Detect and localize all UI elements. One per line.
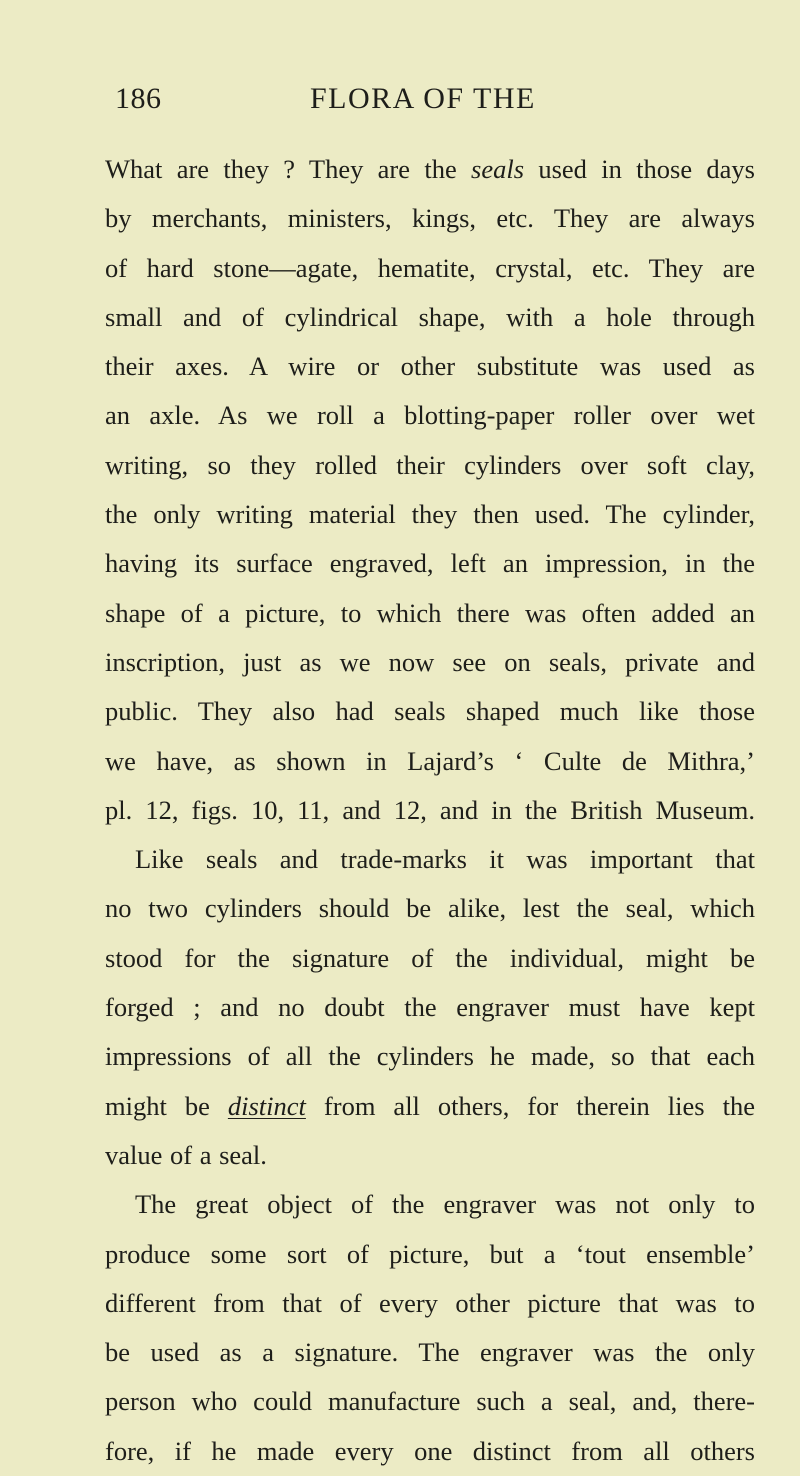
text-line: having its surface engraved, left an impression, in the — [105, 548, 755, 579]
text-line: public. They also had seals shaped much like those — [105, 696, 755, 727]
text-line: their axes. A wire or other substitute was used as — [105, 351, 755, 382]
text-line: produce some sort of picture, but a ‘tout ensemble’ — [105, 1238, 755, 1269]
paragraph-end-line: value of a seal. — [105, 1139, 267, 1170]
text-line: by merchants, ministers, kings, etc. They are always — [105, 203, 755, 234]
text-line: we have, as shown in Lajard’s ‘ Culte de Mithra,’ — [105, 745, 755, 776]
text-line: might be distinct from all others, for therein lies the — [105, 1090, 755, 1121]
paragraph-start-line: The great object of the engraver was not only to — [135, 1189, 755, 1220]
text-line: forged ; and no doubt the engraver must have kept — [105, 992, 755, 1023]
paragraph-start-line: Like seals and trade-marks it was important that — [135, 844, 755, 875]
text-line: person who could manufacture such a seal, and, there- — [105, 1386, 755, 1417]
body-text — [105, 145, 755, 1476]
text-line: no two cylinders should be alike, lest the seal, which — [105, 893, 755, 924]
text-line: What are they ? They are the seals used in those days — [105, 154, 755, 184]
text-line: impressions of all the cylinders he made, so that each — [105, 1041, 755, 1072]
text-line: small and of cylindrical shape, with a hole through — [105, 301, 755, 332]
page-header — [0, 82, 800, 126]
text-line: an axle. As we roll a blotting-paper roller over wet — [105, 400, 755, 431]
text-line: the only writing material they then used. The cylinder, — [105, 499, 755, 530]
text-line: inscription, just as we now see on seals, private and — [105, 646, 755, 677]
page-number: 186 — [115, 82, 162, 115]
text-line: shape of a picture, to which there was often added an — [105, 597, 755, 628]
text-line: writing, so they rolled their cylinders over soft clay, — [105, 449, 755, 480]
running-head: FLORA OF THE — [310, 82, 536, 115]
italic-word: seals — [471, 154, 525, 184]
text-line: stood for the signature of the individual, might be — [105, 942, 755, 973]
text-line: be used as a signature. The engraver was the only — [105, 1337, 755, 1368]
italic-word: distinct — [227, 1090, 306, 1121]
text-line: fore, if he made every one distinct from all others — [105, 1435, 755, 1466]
text-line: different from that of every other picture that was to — [105, 1287, 755, 1318]
text-line: pl. 12, figs. 10, 11, and 12, and in the British Museum. — [105, 794, 755, 825]
text-line: of hard stone—agate, hematite, crystal, etc. They are — [105, 252, 755, 283]
